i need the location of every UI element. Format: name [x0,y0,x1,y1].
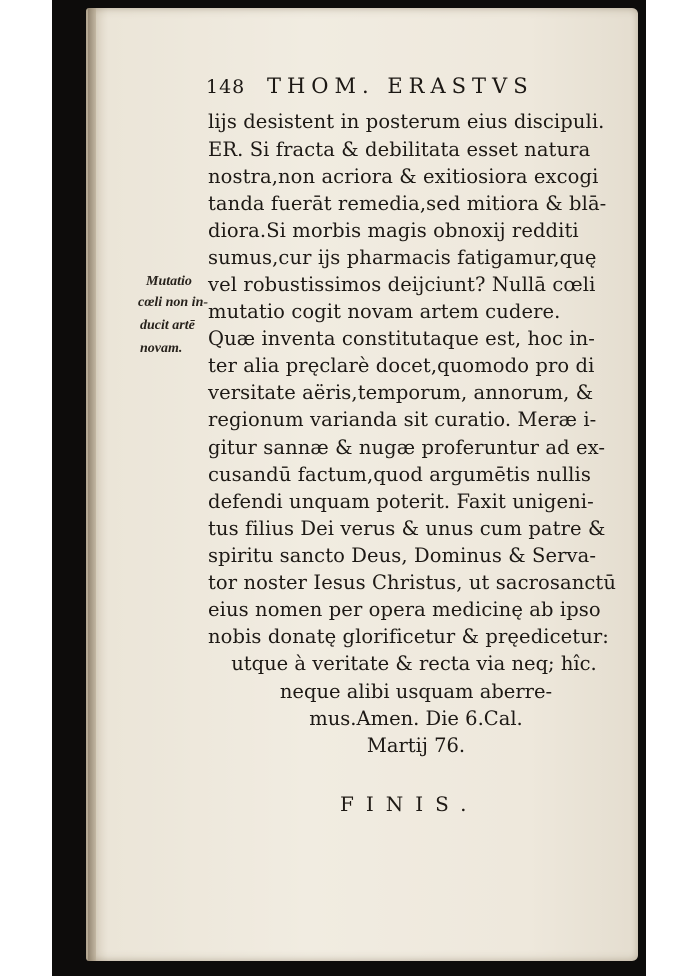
text-line: nostra,non acriora & exitiosiora excogi [208,165,599,188]
closing-line: neque alibi usquam aberre- [279,680,553,703]
text-line: lijs desistent in posterum eius discipuli. [208,110,605,133]
text-line: cusandū factum,quod argumētis nullis [208,463,591,486]
closing-line: mus.Amen. Die 6.Cal. [309,707,523,730]
text-line: vel robustissimos deijciunt? Nullā cœli [208,273,596,296]
text-line: tanda fuerāt remedia,sed mitiora & blā- [208,192,607,215]
margin-note-line: ducit artē [140,318,195,333]
text-line: Quæ inventa constitutaque est, hoc in- [208,327,595,350]
text-line: ter alia pręclarè docet,quomodo pro di [208,354,595,377]
margin-note-line: Mutatio [146,274,192,289]
text-line: ER. Si fracta & debilitata esset natura [208,138,591,161]
margin-note-line: novam. [140,341,183,356]
text-line: versitate aëris,temporum, annorum, & [208,381,594,404]
text-line: defendi unquam poterit. Faxit unigeni- [208,490,594,513]
finis-colophon: FINIS. [340,792,479,816]
page-gutter-shadow [88,8,96,961]
running-head [206,74,636,98]
page-number: 148 [206,76,246,98]
text-line: gitur sannæ & nugæ proferuntur ad ex- [208,436,606,459]
margin-note-line: cœli non in- [138,295,209,310]
text-line: eius nomen per opera medicinę ab ipso [208,598,601,621]
running-head-title: THOM. ERASTVS [266,74,534,98]
scan-bottom-edge [52,962,646,976]
closing-line: utque à veritate & recta via neq; hîc. [231,652,597,675]
closing-line: Martij 76. [366,734,466,757]
text-line: diora.Si morbis magis obnoxij redditi [208,219,579,242]
text-line: tus filius Dei verus & unus cum patre & [208,517,606,540]
text-line: mutatio cogit novam artem cudere. [208,300,561,323]
text-line: nobis donatę glorificetur & pręedicetur: [208,625,609,648]
text-line: regionum varianda sit curatio. Meræ i- [208,408,597,431]
text-line: spiritu sancto Deus, Dominus & Serva- [208,544,597,567]
text-line: tor noster Iesus Christus, ut sacrosanctū [208,571,616,594]
text-line: sumus,cur ijs pharmacis fatigamur,quę [208,246,597,269]
